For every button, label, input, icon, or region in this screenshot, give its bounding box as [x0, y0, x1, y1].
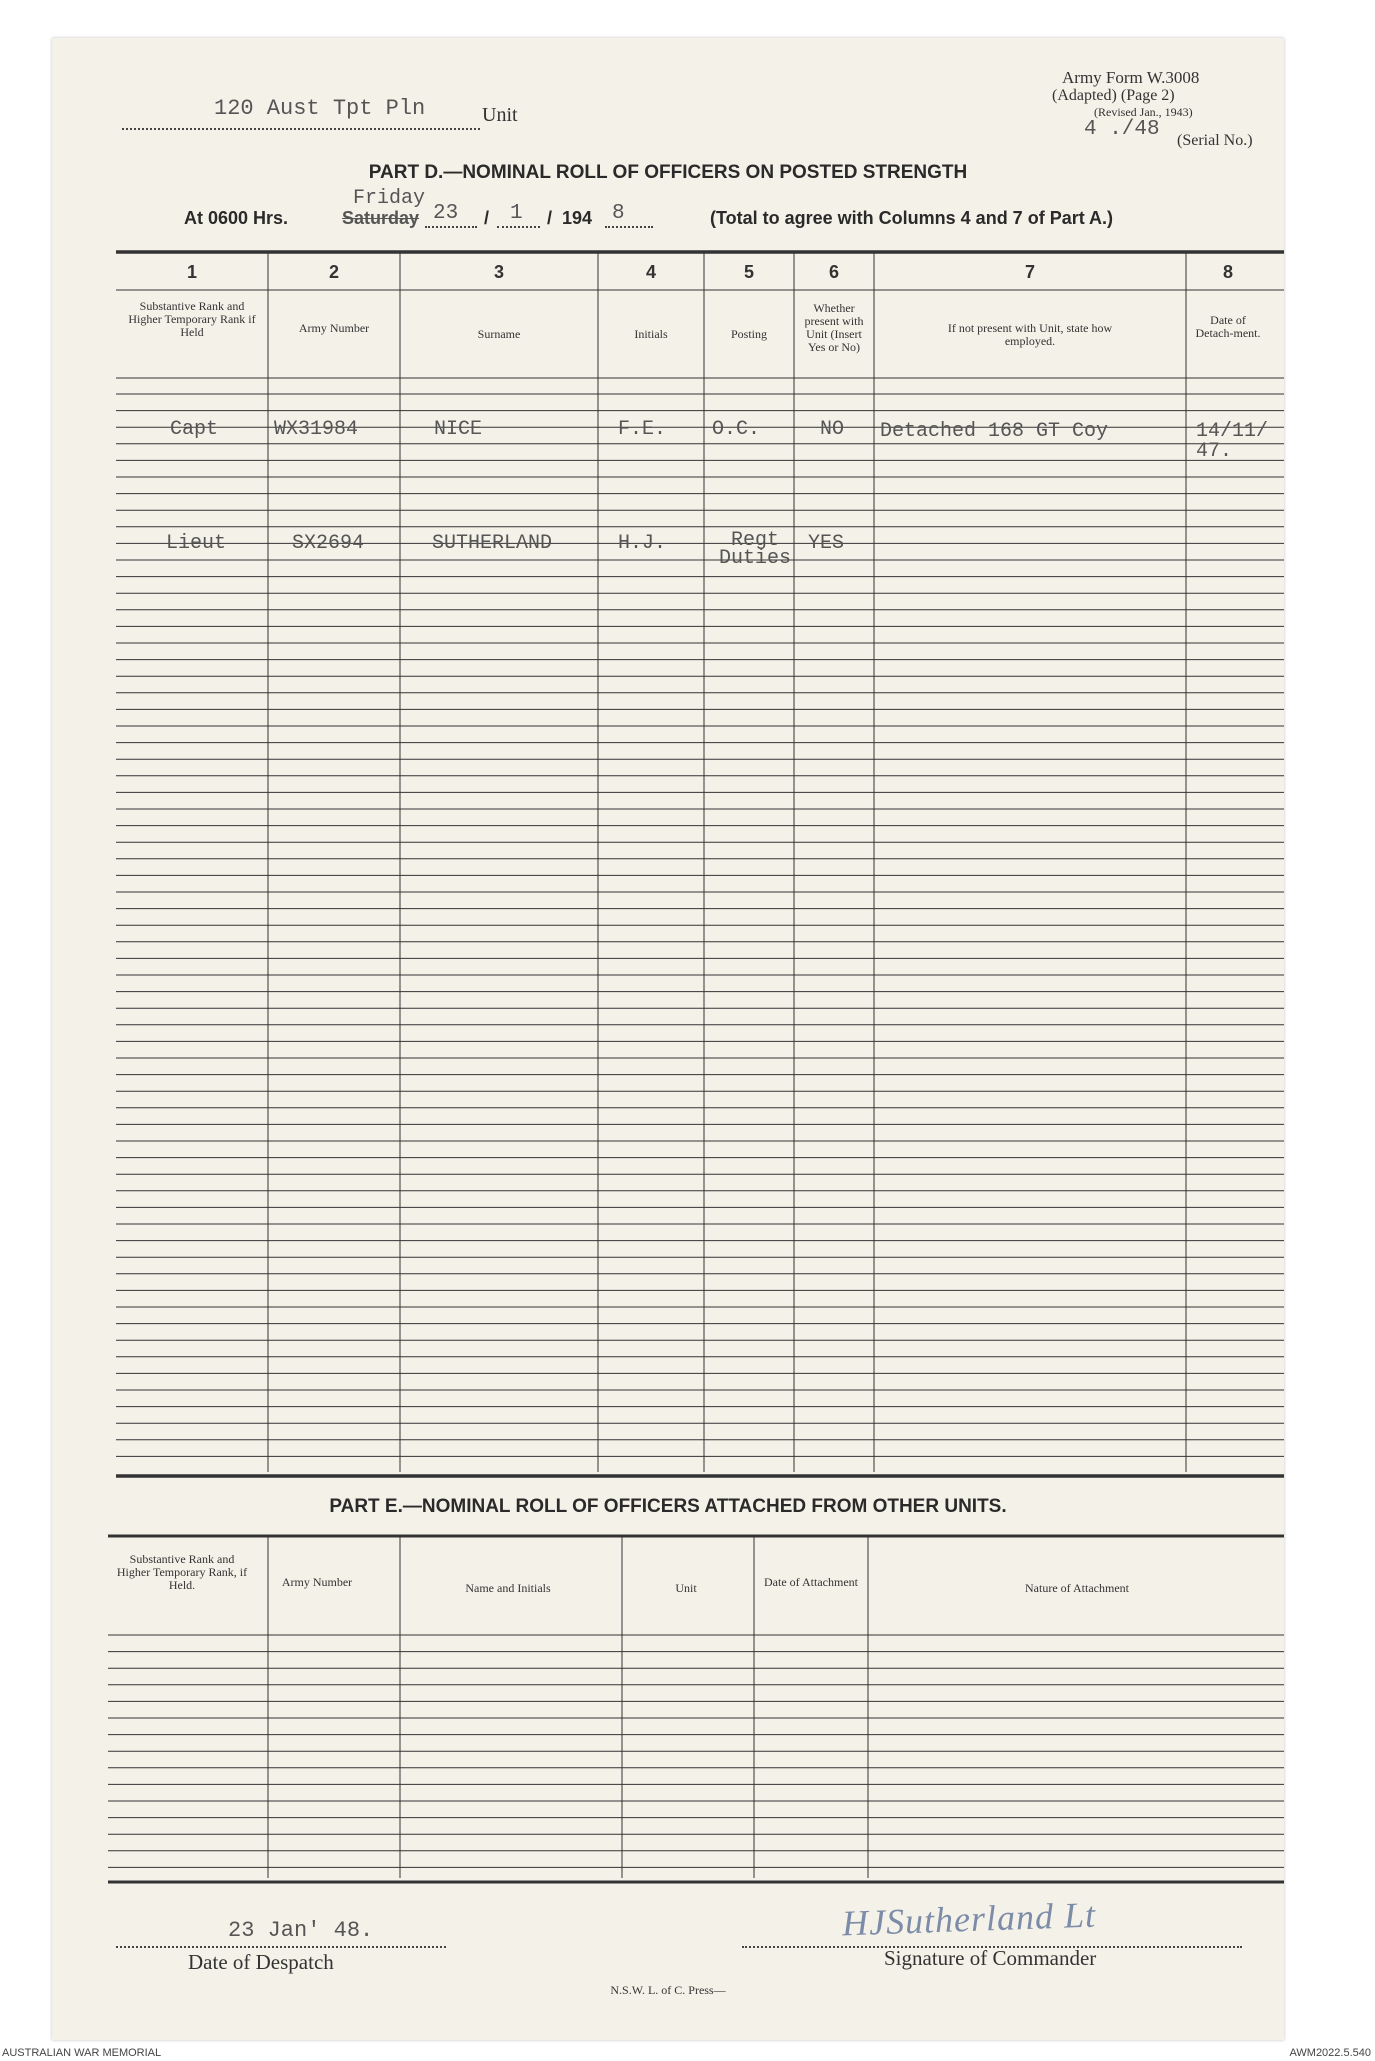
- row-1-initials: F.E.: [618, 418, 667, 441]
- col-number-3: 3: [493, 262, 504, 282]
- row-2-posting: Regt Duties: [718, 529, 791, 570]
- day-typed: Friday: [353, 187, 426, 210]
- header-present: Whether present with Unit (Insert Yes or No): [804, 301, 864, 354]
- col-number-5: 5: [743, 262, 754, 282]
- e-header-unit: Unit: [675, 1581, 697, 1595]
- row-1-army-number: WX31984: [274, 418, 359, 441]
- header-initials: Initials: [634, 327, 668, 341]
- row-1-present: NO: [820, 418, 845, 441]
- signature: HJSutherland Lt: [841, 1894, 1097, 1944]
- despatch-date-value: 23 Jan' 48.: [228, 1918, 374, 1943]
- date-day-typed: 23: [433, 202, 459, 225]
- date-slash-2: /: [547, 208, 553, 228]
- header-army-number: Army Number: [298, 321, 370, 335]
- row-2-present: YES: [808, 532, 845, 555]
- date-slash-1: /: [484, 208, 490, 228]
- col-number-7: 7: [1024, 262, 1035, 282]
- col-number-8: 8: [1222, 262, 1233, 282]
- row-2-surname: SUTHERLAND: [432, 532, 553, 555]
- header-date-detach: Date of Detach-ment.: [1195, 313, 1261, 340]
- row-1-rank: Capt: [170, 418, 219, 441]
- unit-value: 120 Aust Tpt Pln: [214, 96, 426, 121]
- row-1-date-detach: 14/11/ 47.: [1196, 420, 1269, 463]
- header-surname: Surname: [477, 327, 521, 341]
- credit-left: AUSTRALIAN WAR MEMORIAL: [2, 2047, 162, 2059]
- form-number: Army Form W.3008: [1062, 68, 1200, 87]
- despatch-dots: [116, 1938, 446, 1948]
- credit-strip: [0, 2044, 1375, 2061]
- col-number-1: 1: [186, 262, 197, 282]
- row-1-surname: NICE: [434, 418, 483, 441]
- serial-number-label: (Serial No.): [1177, 132, 1253, 149]
- col-number-4: 4: [645, 262, 656, 282]
- header-employed: If not present with Unit, state how employed.: [947, 321, 1113, 348]
- form-paper: [52, 38, 1284, 2040]
- row-2-army-number: SX2694: [292, 532, 365, 555]
- header-posting: Posting: [730, 327, 767, 341]
- form-adapted: (Adapted) (Page 2): [1052, 87, 1175, 104]
- press-mark: N.S.W. L. of C. Press—: [610, 1983, 726, 1997]
- e-header-date-attachment: Date of Attachment: [764, 1575, 858, 1589]
- header-rank: Substantive Rank and Higher Temporary Rank if Held: [128, 299, 256, 339]
- year-digit-typed: 8: [612, 202, 625, 225]
- day-printed: Saturday: [342, 208, 420, 228]
- serial-number-value: 4 ./48: [1084, 118, 1160, 141]
- part-e-title: PART E.—NOMINAL ROLL OF OFFICERS ATTACHED FROM OTHER UNITS.: [329, 1496, 1007, 1517]
- despatch-label: Date of Despatch: [188, 1950, 334, 1974]
- at-hours-label: At 0600 Hrs.: [184, 208, 289, 228]
- col-number-6: 6: [828, 262, 839, 282]
- part-d-title: PART D.—NOMINAL ROLL OF OFFICERS ON POSTED STRENGTH: [368, 162, 968, 183]
- date-month-typed: 1: [510, 202, 523, 225]
- row-1-employed: Detached 168 GT Coy: [880, 420, 1109, 443]
- e-header-rank: Substantive Rank and Higher Temporary Rank, if Held.: [116, 1552, 248, 1592]
- year-prefix: 194: [562, 208, 593, 228]
- part-e-table-grid: [52, 38, 1284, 1898]
- signature-label: Signature of Commander: [884, 1946, 1097, 1970]
- col-number-2: 2: [328, 262, 339, 282]
- row-2-initials: H.J.: [618, 532, 667, 555]
- form-revised: (Revised Jan., 1943): [1094, 105, 1193, 119]
- row-1-posting: O.C.: [712, 418, 761, 441]
- e-header-nature: Nature of Attachment: [1025, 1581, 1129, 1595]
- unit-label: Unit: [482, 104, 518, 126]
- e-header-army-number: Army Number: [281, 1575, 353, 1589]
- row-2-rank: Lieut: [166, 532, 227, 555]
- credit-right: AWM2022.5.540: [1289, 2047, 1371, 2059]
- e-header-name-initials: Name and Initials: [465, 1581, 551, 1595]
- total-note: (Total to agree with Columns 4 and 7 of Part A.): [710, 208, 1114, 228]
